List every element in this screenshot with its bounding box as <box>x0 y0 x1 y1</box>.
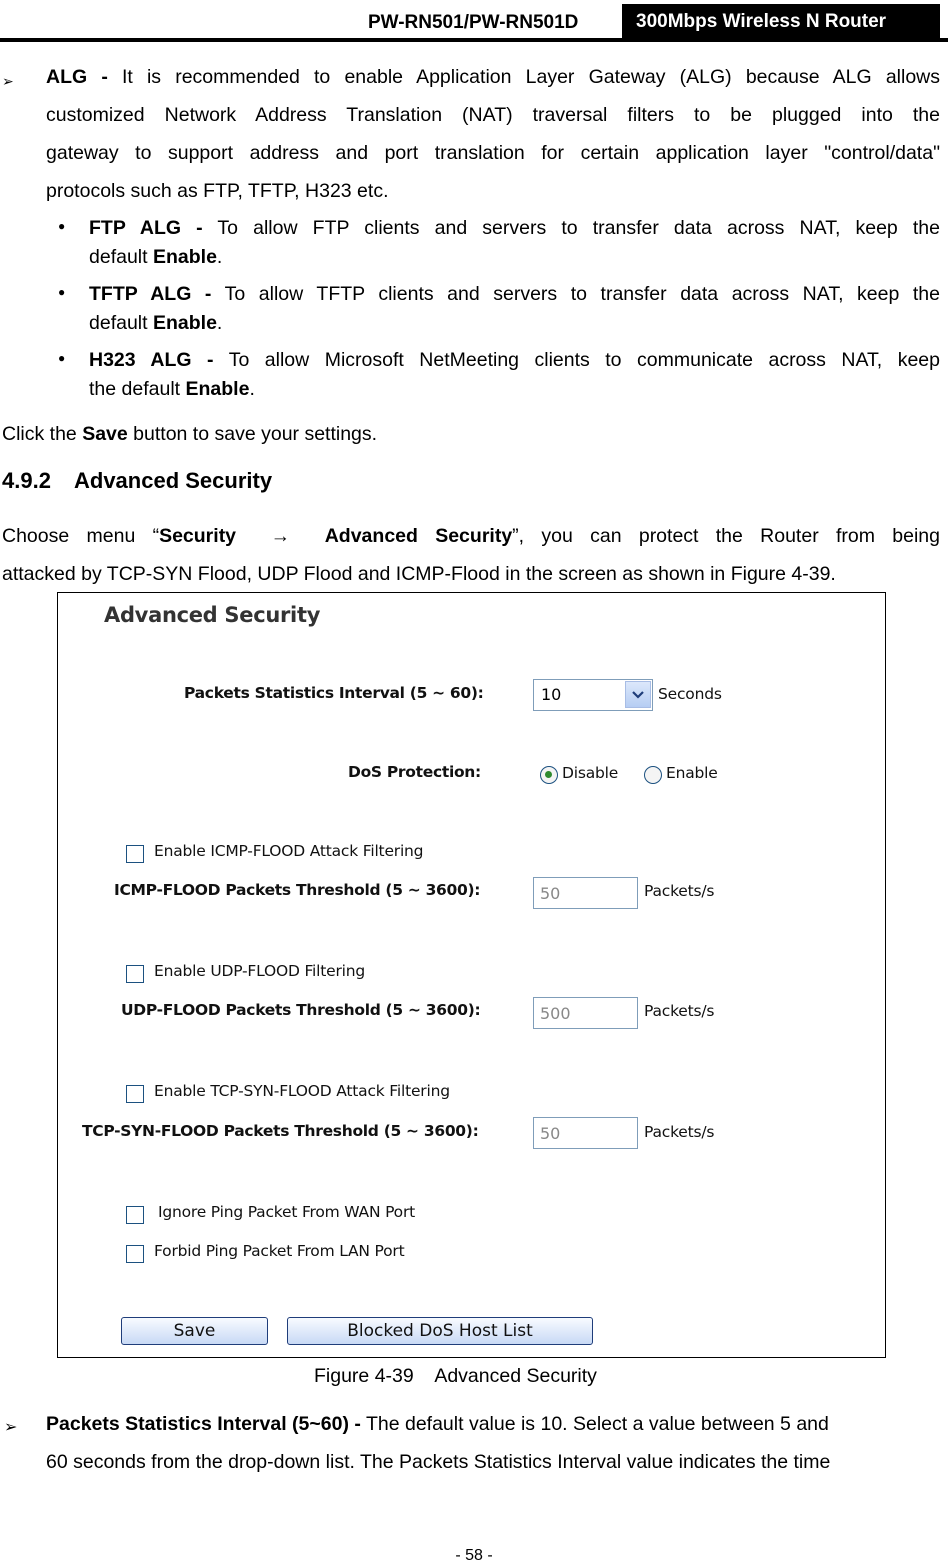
intro-line-2: attacked by TCP-SYN Flood, UDP Flood and ICMP-Flood in the screen as shown in Figure 4-39. <box>2 563 836 585</box>
ping-wan-checkbox[interactable] <box>126 1206 144 1224</box>
figure-title: Advanced Security <box>104 603 321 627</box>
interval-label: Packets Statistics Interval (5 ~ 60): <box>184 684 484 702</box>
section-title: Advanced Security <box>74 468 273 493</box>
ftp-alg-item: FTP ALG - To allow FTP clients and servers to transfer data across NAT, keep the default Enable. <box>89 217 940 268</box>
icmp-unit: Packets/s <box>644 882 715 900</box>
icmp-filter-label: Enable ICMP-FLOOD Attack Filtering <box>154 842 424 860</box>
page-header <box>0 0 948 42</box>
list-arrow-icon: ➢ <box>4 1419 18 1436</box>
udp-filter-checkbox[interactable] <box>126 965 144 983</box>
bullet-icon: ● <box>58 285 66 299</box>
ping-lan-checkbox[interactable] <box>126 1245 144 1263</box>
intro-line-1: Choose menu “Security → Advanced Security”, you can protect the Router from being <box>2 525 940 547</box>
psi-line-2: 60 seconds from the drop-down list. The Packets Statistics Interval value indicates the time <box>46 1451 831 1473</box>
dos-label: DoS Protection: <box>348 763 481 781</box>
list-arrow-icon: ➢ <box>2 73 14 89</box>
alg-paragraph <box>46 58 940 210</box>
icmp-threshold-input[interactable]: 50 <box>533 877 638 909</box>
section-heading <box>2 468 272 494</box>
advanced-security-figure <box>57 592 886 1358</box>
tcp-syn-unit: Packets/s <box>644 1123 715 1141</box>
bullet-icon: ● <box>58 219 66 233</box>
tcp-syn-threshold-input[interactable]: 50 <box>533 1117 638 1149</box>
interval-unit: Seconds <box>658 685 722 703</box>
blocked-dos-host-list-button[interactable]: Blocked DoS Host List <box>287 1317 593 1345</box>
intro-paragraph <box>2 517 940 593</box>
udp-threshold-label: UDP-FLOOD Packets Threshold (5 ~ 3600): <box>121 1001 481 1019</box>
h323-alg-item: H323 ALG - To allow Microsoft NetMeeting clients to communicate across NAT, keep the default Enable. <box>89 349 940 400</box>
alg-line-3: gateway to support address and port translation for certain application layer "control/data" <box>46 142 940 164</box>
udp-threshold-input[interactable]: 500 <box>533 997 638 1029</box>
udp-unit: Packets/s <box>644 1002 715 1020</box>
icmp-filter-checkbox[interactable] <box>126 845 144 863</box>
save-button[interactable]: Save <box>121 1317 268 1345</box>
tcp-syn-filter-label: Enable TCP-SYN-FLOOD Attack Filtering <box>154 1082 450 1100</box>
interval-select[interactable] <box>533 679 653 711</box>
header-product: 300Mbps Wireless N Router <box>622 4 940 40</box>
alg-line-1: ALG - It is recommended to enable Application Layer Gateway (ALG) because ALG allows <box>46 66 941 88</box>
alg-line-4: protocols such as FTP, TFTP, H323 etc. <box>46 180 389 202</box>
page-number: - 58 - <box>455 1547 493 1564</box>
ping-wan-label: Ignore Ping Packet From WAN Port <box>158 1203 416 1221</box>
tftp-alg-item: TFTP ALG - To allow TFTP clients and servers to transfer data across NAT, keep the default Enable. <box>89 283 940 334</box>
interval-value: 10 <box>541 685 562 704</box>
tcp-syn-filter-checkbox[interactable] <box>126 1085 144 1103</box>
section-number: 4.9.2 <box>2 468 51 493</box>
dos-enable-radio[interactable] <box>644 766 662 784</box>
psi-line-1: Packets Statistics Interval (5~60) - The default value is 10. Select a value between 5 and <box>46 1413 829 1435</box>
save-note: Click the Save button to save your settings. <box>2 423 378 445</box>
udp-filter-label: Enable UDP-FLOOD Filtering <box>154 962 366 980</box>
header-rule <box>0 38 948 42</box>
dos-enable-label: Enable <box>666 764 718 782</box>
dos-disable-radio[interactable] <box>540 766 558 784</box>
header-model: PW-RN501/PW-RN501D <box>368 12 579 33</box>
alg-line-2: customized Network Address Translation (NAT) traversal filters to be plugged into the <box>46 104 940 126</box>
arrow-right-icon: → <box>270 525 291 547</box>
bullet-icon: ● <box>58 351 66 365</box>
figure-caption: Figure 4-39 Advanced Security <box>314 1365 597 1387</box>
ping-lan-label: Forbid Ping Packet From LAN Port <box>154 1242 405 1260</box>
psi-paragraph <box>46 1405 934 1481</box>
dos-disable-label: Disable <box>562 764 619 782</box>
chevron-down-icon[interactable] <box>625 681 651 708</box>
icmp-threshold-label: ICMP-FLOOD Packets Threshold (5 ~ 3600): <box>114 881 481 899</box>
tcp-syn-threshold-label: TCP-SYN-FLOOD Packets Threshold (5 ~ 3600): <box>82 1122 479 1140</box>
